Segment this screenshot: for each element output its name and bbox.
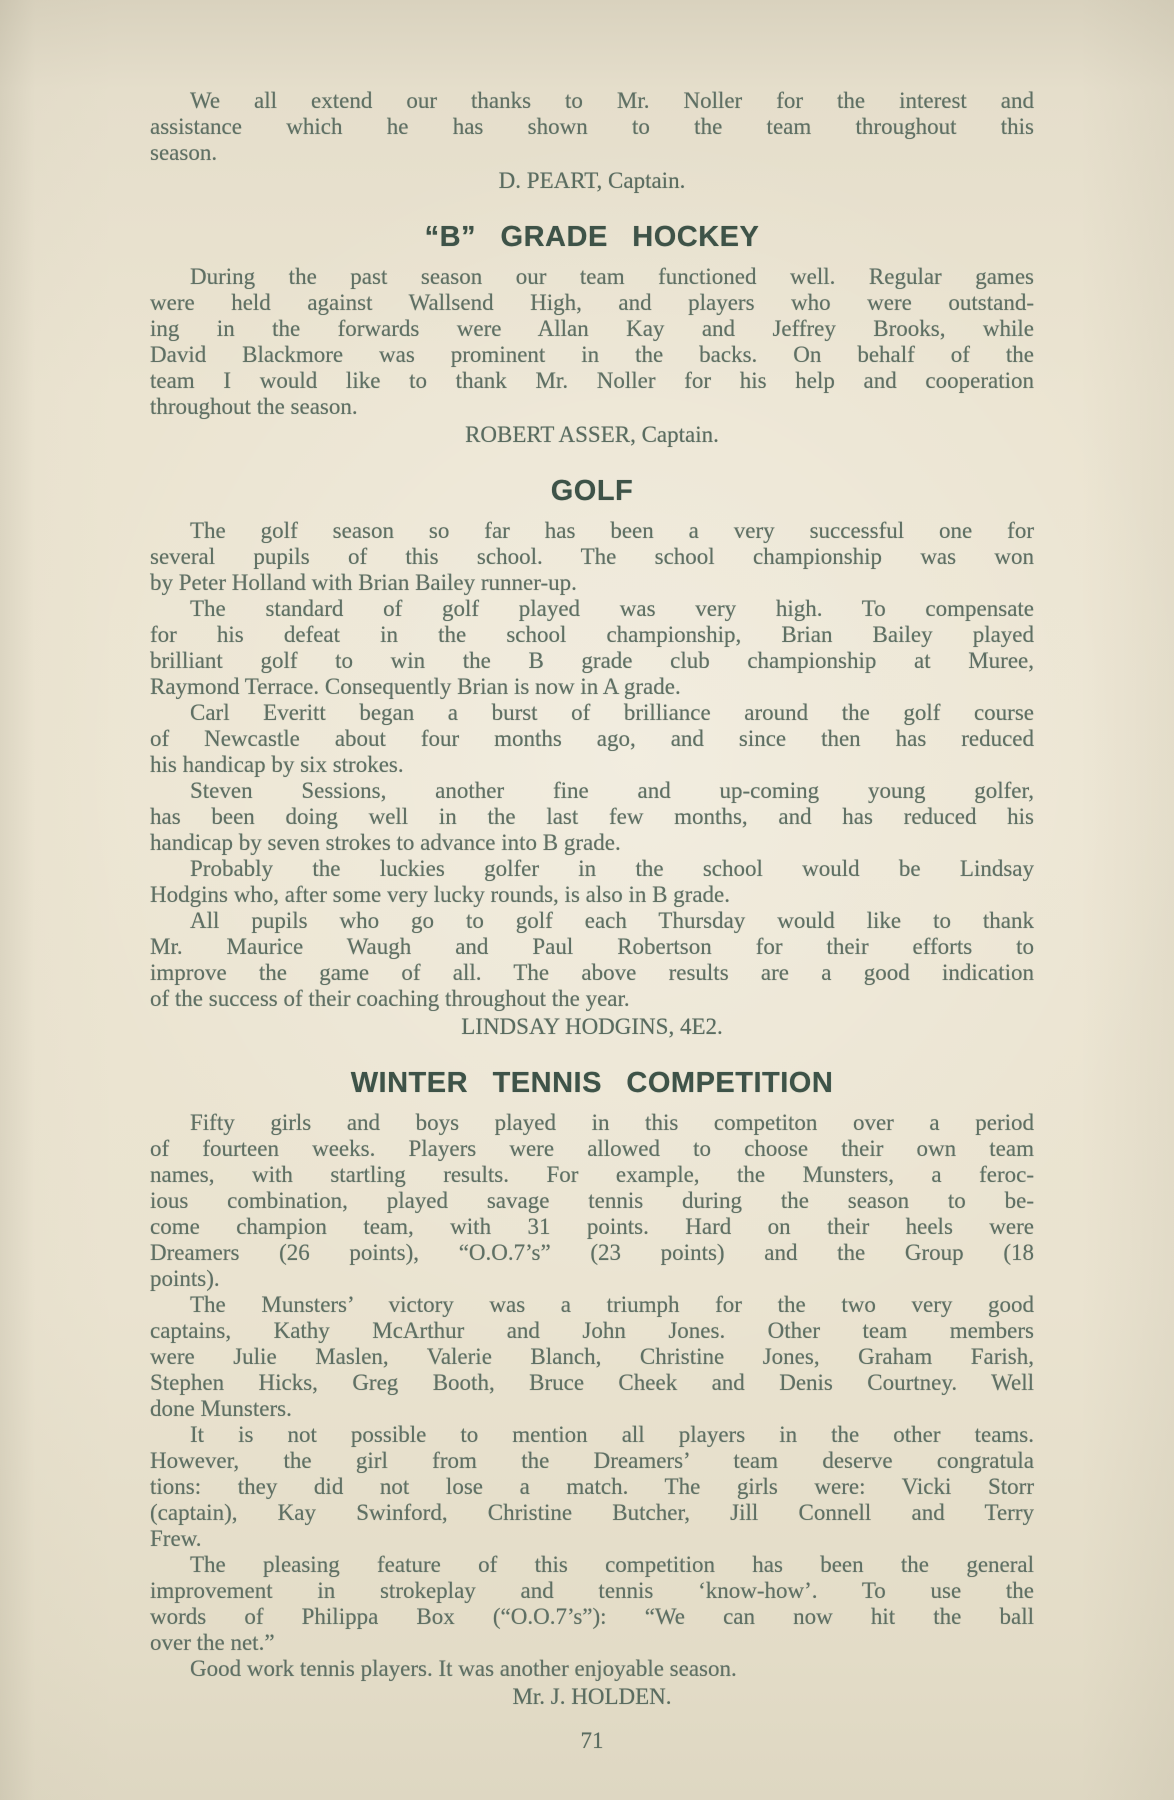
section-heading: WINTER TENNIS COMPETITION bbox=[350, 1067, 834, 1099]
text-line: of Newcastle about four months ago, and since then has reduced bbox=[150, 726, 1034, 751]
text-line: The pleasing feature of this competition has been the general bbox=[190, 1552, 1034, 1577]
text-line: points). bbox=[150, 1266, 220, 1291]
text-line: ing in the forwards were Allan Kay and Jeffrey Brooks, while bbox=[150, 316, 1034, 341]
paragraph bbox=[150, 1292, 1034, 1422]
section-heading: “B” GRADE HOCKEY bbox=[424, 221, 760, 253]
signature: Mr. J. HOLDEN. bbox=[512, 1684, 672, 1709]
paragraph bbox=[150, 778, 1034, 856]
text-line: The standard of golf played was very high. To compensate bbox=[190, 596, 1034, 621]
text-line: Dreamers (26 points), “O.O.7’s” (23 points) and the Group (18 bbox=[150, 1240, 1034, 1265]
paragraph bbox=[150, 1422, 1034, 1552]
text-line: come champion team, with 31 points. Hard on their heels were bbox=[150, 1214, 1034, 1239]
text-line: Steven Sessions, another fine and up-coming young golfer, bbox=[190, 778, 1034, 803]
text-line: Hodgins who, after some very lucky rounds, is also in B grade. bbox=[150, 882, 731, 907]
paragraph bbox=[150, 700, 1034, 778]
text-line: were held against Wallsend High, and players who were outstand- bbox=[150, 290, 1034, 315]
text-line: names, with startling results. For example, the Munsters, a feroc- bbox=[150, 1162, 1034, 1187]
text-line: (captain), Kay Swinford, Christine Butcher, Jill Connell and Terry bbox=[150, 1500, 1034, 1525]
text-line: his handicap by six strokes. bbox=[150, 752, 404, 777]
text-line: over the net.” bbox=[150, 1630, 275, 1655]
text-line: assistance which he has shown to the team throughout this bbox=[150, 114, 1034, 139]
section-heading: GOLF bbox=[550, 475, 634, 507]
paragraph bbox=[150, 88, 1034, 166]
signature: ROBERT ASSER, Captain. bbox=[465, 422, 719, 447]
text-line: Probably the luckies golfer in the school would be Lindsay bbox=[190, 856, 1034, 881]
paragraph bbox=[150, 856, 1034, 908]
paragraph bbox=[150, 596, 1034, 700]
text-line: Stephen Hicks, Greg Booth, Bruce Cheek and Denis Courtney. Well bbox=[150, 1370, 1034, 1395]
text-line: However, the girl from the Dreamers’ team deserve congratula bbox=[150, 1448, 1034, 1473]
text-line: It is not possible to mention all players in the other teams. bbox=[190, 1422, 1034, 1447]
text-line: handicap by seven strokes to advance into B grade. bbox=[150, 830, 621, 855]
article-section bbox=[150, 474, 1034, 1040]
text-line: David Blackmore was prominent in the backs. On behalf of the bbox=[150, 342, 1034, 367]
text-line: ious combination, played savage tennis during the season to be- bbox=[150, 1188, 1034, 1213]
text-line: captains, Kathy McArthur and John Jones. Other team members bbox=[150, 1318, 1034, 1343]
paragraph bbox=[150, 908, 1034, 1012]
text-line: of the success of their coaching throughout the year. bbox=[150, 986, 630, 1011]
text-line: for his defeat in the school championship, Brian Bailey played bbox=[150, 622, 1034, 647]
text-line: done Munsters. bbox=[150, 1396, 292, 1421]
text-line: has been doing well in the last few months, and has reduced his bbox=[150, 804, 1034, 829]
text-line: Carl Everitt began a burst of brilliance around the golf course bbox=[190, 700, 1034, 725]
paragraph bbox=[150, 1110, 1034, 1292]
text-line: of fourteen weeks. Players were allowed to choose their own team bbox=[150, 1136, 1034, 1161]
text-line: improvement in strokeplay and tennis ‘know-how’. To use the bbox=[150, 1578, 1034, 1603]
text-line: Raymond Terrace. Consequently Brian is now in A grade. bbox=[150, 674, 681, 699]
signature: LINDSAY HODGINS, 4E2. bbox=[461, 1014, 723, 1039]
article-section bbox=[150, 88, 1034, 194]
paragraph bbox=[150, 1552, 1034, 1656]
text-line: The Munsters’ victory was a triumph for the two very good bbox=[190, 1292, 1034, 1317]
text-line: throughout the season. bbox=[150, 394, 358, 419]
text-line: brilliant golf to win the B grade club championship at Muree, bbox=[150, 648, 1034, 673]
signature: D. PEART, Captain. bbox=[498, 168, 686, 193]
text-line: tions: they did not lose a match. The girls were: Vicki Storr bbox=[150, 1474, 1034, 1499]
text-line: by Peter Holland with Brian Bailey runner-up. bbox=[150, 570, 577, 595]
text-line: words of Philippa Box (“O.O.7’s”): “We can now hit the ball bbox=[150, 1604, 1034, 1629]
text-line: Frew. bbox=[150, 1526, 202, 1551]
article-section bbox=[150, 1066, 1034, 1710]
text-line: The golf season so far has been a very successful one for bbox=[190, 518, 1034, 543]
text-line: Mr. Maurice Waugh and Paul Robertson for their efforts to bbox=[150, 934, 1034, 959]
text-line: Fifty girls and boys played in this competiton over a period bbox=[190, 1110, 1034, 1135]
text-line: team I would like to thank Mr. Noller for his help and cooperation bbox=[150, 368, 1034, 393]
text-line: All pupils who go to golf each Thursday would like to thank bbox=[190, 908, 1034, 933]
page-content bbox=[150, 88, 1034, 1754]
paragraph bbox=[150, 518, 1034, 596]
page-number: 71 bbox=[580, 1728, 604, 1753]
text-line: We all extend our thanks to Mr. Noller for the interest and bbox=[190, 88, 1034, 113]
paragraph bbox=[150, 1656, 1034, 1682]
article-section bbox=[150, 220, 1034, 448]
text-line: were Julie Maslen, Valerie Blanch, Christine Jones, Graham Farish, bbox=[150, 1344, 1034, 1369]
text-line: Good work tennis players. It was another enjoyable season. bbox=[190, 1656, 737, 1681]
text-line: During the past season our team functioned well. Regular games bbox=[190, 264, 1034, 289]
text-line: season. bbox=[150, 140, 218, 165]
text-line: several pupils of this school. The school championship was won bbox=[150, 544, 1034, 569]
paragraph bbox=[150, 264, 1034, 420]
text-line: improve the game of all. The above results are a good indication bbox=[150, 960, 1034, 985]
